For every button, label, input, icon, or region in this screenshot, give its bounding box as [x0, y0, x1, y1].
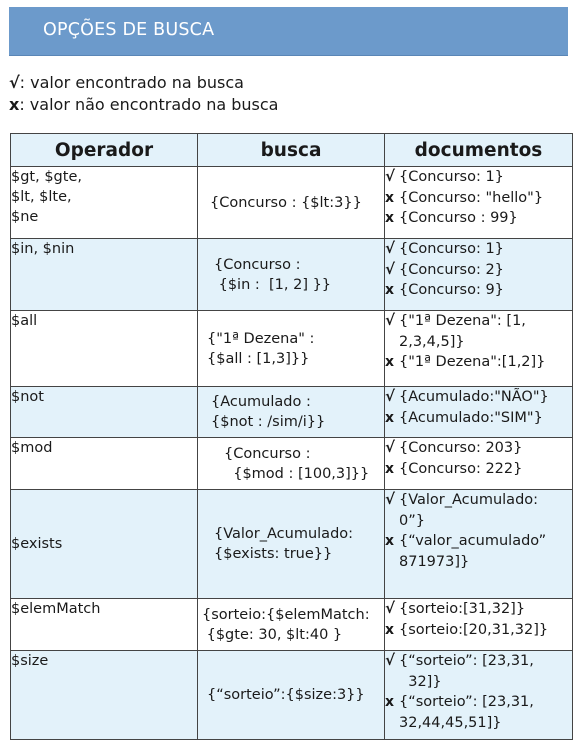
table-row: [11, 167, 573, 239]
header-query: busca: [198, 134, 385, 167]
operator-cell: [11, 651, 198, 740]
operator-line: $size: [11, 653, 49, 669]
document-item: [385, 408, 572, 429]
check-icon: √: [385, 438, 396, 456]
table-row: [11, 239, 573, 311]
documents-cell: [385, 651, 573, 740]
document-text: {Acumulado:"NÃO"}: [399, 389, 549, 405]
query-line: {"1ª Dezena" :: [207, 330, 315, 347]
document-text: {Concurso: 203}: [399, 440, 523, 456]
query-cell: [198, 311, 385, 387]
query-cell: [198, 167, 385, 239]
query-line: {$in : [1, 2] }}: [214, 276, 332, 293]
document-text: 32,44,45,51]}: [399, 714, 502, 731]
query-line: {sorteio:{$elemMatch:: [202, 606, 370, 623]
query-cell: [198, 651, 385, 740]
table-row: [11, 311, 573, 387]
documents-cell: [385, 387, 573, 438]
document-text: 32]}: [399, 673, 442, 690]
query-line: {Acumulado :: [211, 394, 311, 410]
header-bar: [9, 7, 568, 56]
document-text: {Concurso: 222}: [399, 460, 523, 477]
table-row: [11, 599, 573, 651]
query-line: {Concurso : {$lt:3}}: [210, 194, 362, 211]
legend-not-found: [9, 95, 278, 114]
document-text: {Valor_Acumulado:: [399, 492, 539, 508]
cross-icon: x: [385, 189, 395, 206]
document-item: [385, 352, 572, 373]
document-item: [385, 599, 572, 620]
documents-cell: [385, 599, 573, 651]
check-icon: √: [385, 239, 396, 257]
check-icon: √: [385, 167, 396, 185]
table-row: [11, 651, 573, 740]
check-icon: √: [385, 387, 396, 405]
query-line: {Valor_Acumulado:: [214, 526, 354, 542]
operator-line: $in, $nin: [11, 241, 75, 257]
operator-line: $exists: [11, 536, 63, 552]
query-line: {$gte: 30, $lt:40 }: [202, 626, 343, 643]
document-text: 871973]}: [399, 553, 470, 570]
document-item: [385, 692, 572, 733]
cross-icon: x: [385, 282, 395, 298]
operator-cell: [11, 599, 198, 651]
legend-found-text: : valor encontrado na busca: [19, 73, 244, 92]
document-text: {“valor_acumulado”: [399, 533, 547, 549]
document-item: [385, 208, 572, 229]
document-item: [385, 651, 572, 692]
documents-cell: [385, 490, 573, 599]
document-text: {sorteio:[20,31,32]}: [399, 621, 549, 638]
document-text: {“sorteio”: [23,31,: [399, 694, 534, 710]
document-text: {"1ª Dezena": [1,: [399, 313, 526, 329]
operator-line: $all: [11, 313, 38, 329]
legend-found: [9, 73, 244, 92]
check-icon: √: [385, 490, 396, 508]
page-title: OPÇÕES DE BUSCA: [43, 20, 215, 40]
documents-cell: [385, 239, 573, 311]
query-cell: [198, 239, 385, 311]
document-text: {Concurso: 9}: [399, 282, 504, 298]
document-text: {Concurso: 1}: [399, 169, 504, 185]
document-item: [385, 620, 572, 641]
operator-line: $not: [11, 389, 44, 405]
document-item: [385, 438, 572, 459]
header-operator: Operador: [11, 134, 198, 167]
table-row: [11, 490, 573, 599]
operators-table: [10, 133, 573, 740]
check-icon: √: [385, 599, 396, 617]
cross-icon: x: [385, 354, 395, 370]
check-icon: √: [385, 259, 396, 278]
cross-icon: x: [385, 694, 395, 710]
document-text: {Concurso: 1}: [399, 241, 504, 257]
query-line: {“sorteio”:{$size:3}}: [207, 687, 365, 703]
cross-icon: x: [385, 210, 395, 226]
document-item: [385, 280, 572, 301]
query-cell: [198, 438, 385, 490]
operator-line: $ne: [11, 209, 39, 225]
document-text: 0”}: [399, 512, 425, 529]
document-item: [385, 387, 572, 408]
document-text: 2,3,4,5]}: [399, 333, 465, 350]
document-item: [385, 239, 572, 260]
header-documents: documentos: [385, 134, 573, 167]
query-line: {Concurso :: [214, 256, 301, 273]
operator-line: $lt, $lte,: [11, 189, 72, 205]
operator-line: $elemMatch: [11, 601, 101, 617]
legend-not-found-text: : valor não encontrado na busca: [19, 95, 279, 114]
document-item: [385, 459, 572, 480]
documents-cell: [385, 167, 573, 239]
document-text: {Concurso: "hello"}: [399, 189, 544, 206]
operator-cell: [11, 387, 198, 438]
operator-cell: [11, 311, 198, 387]
document-item: [385, 311, 572, 352]
operator-line: $mod: [11, 440, 53, 456]
document-text: {Concurso : 99}: [399, 210, 518, 226]
query-cell: [198, 599, 385, 651]
document-item: [385, 490, 572, 531]
table-row: [11, 438, 573, 490]
operator-cell: [11, 167, 198, 239]
table-row: [11, 387, 573, 438]
document-text: {Acumulado:"SIM"}: [399, 409, 543, 426]
check-icon: √: [385, 311, 396, 329]
query-line: {$exists: true}}: [214, 546, 333, 562]
documents-cell: [385, 438, 573, 490]
query-cell: [198, 490, 385, 599]
cross-icon: x: [9, 95, 20, 114]
query-line: {$mod : [100,3]}}: [224, 465, 370, 482]
query-line: {$not : /sim/i}}: [211, 414, 326, 430]
document-text: {Concurso: 2}: [399, 261, 504, 278]
query-line: {$all : [1,3]}}: [207, 350, 310, 367]
query-line: {Concurso :: [224, 445, 311, 462]
query-cell: [198, 387, 385, 438]
document-item: [385, 167, 572, 188]
cross-icon: x: [385, 460, 395, 477]
document-text: {sorteio:[31,32]}: [399, 601, 526, 617]
document-item: [385, 531, 572, 572]
documents-cell: [385, 311, 573, 387]
table-header-row: [11, 134, 573, 167]
cross-icon: x: [385, 621, 395, 638]
document-item: [385, 260, 572, 281]
cross-icon: x: [385, 409, 395, 426]
document-item: [385, 188, 572, 209]
operator-cell: [11, 438, 198, 490]
cross-icon: x: [385, 533, 395, 549]
check-icon: √: [9, 73, 20, 92]
document-text: {"1ª Dezena":[1,2]}: [399, 354, 546, 370]
operator-line: $gt, $gte,: [11, 169, 82, 185]
operator-cell: [11, 490, 198, 599]
document-text: {“sorteio”: [23,31,: [399, 653, 534, 669]
operator-cell: [11, 239, 198, 311]
check-icon: √: [385, 651, 396, 669]
